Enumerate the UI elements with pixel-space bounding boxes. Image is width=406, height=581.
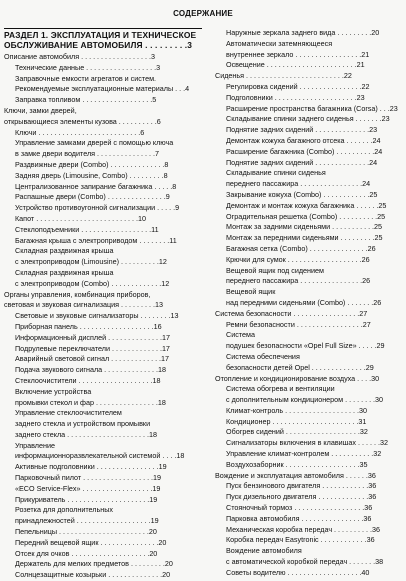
toc-entry: Управление замками дверей с помощью ключа (15, 138, 174, 148)
toc-entry: Централизованное запирание багажника . . . . .8 (15, 181, 177, 191)
section-heading-line-2: ОБСЛУЖИВАНИЕ АВТОМОБИЛЯ . . . . . . . . .3 (4, 39, 193, 50)
toc-entry: Складывание спинки заднего сиденья . . . . . . .23 (226, 114, 390, 124)
toc-entry: Расширение пространства багажника (Corsa) . . .23 (226, 103, 398, 113)
toc-entry: Система (226, 330, 255, 340)
toc-entry: Автоматически затемняющееся (226, 38, 333, 48)
toc-entry: Складная раздвижная крыша (15, 267, 114, 277)
toc-entry: Вождение автомобиля (226, 546, 302, 556)
toc-entry: Подголовники . . . . . . . . . . . . . . . . . . . . .23 (226, 92, 365, 102)
toc-entry: с электроприводом (Combo) . . . . . . . . . . . . .12 (15, 278, 170, 288)
toc-entry: Световые и звуковые сигнализаторы . . . . . . . .13 (15, 311, 179, 321)
toc-entry: Солнцезащитные козырьки . . . . . . . . . . . . . .20 (15, 570, 171, 580)
toc-left-entries (4, 52, 202, 581)
toc-entry: Вещевой ящик под сидением (226, 265, 324, 275)
toc-entry: промывки стекол и фар . . . . . . . . . . . . . . . .18 (15, 397, 166, 407)
toc-entry: принадлежностей . . . . . . . . . . . . . . . . . . .19 (15, 516, 159, 526)
toc-entry: безопасности детей Opel . . . . . . . . . . . . . .29 (226, 362, 374, 372)
toc-entry: Освещение . . . . . . . . . . . . . . . . . . . . . . .21 (226, 60, 365, 70)
toc-entry: Передний вещевой ящик . . . . . . . . . . . . . . .20 (15, 537, 167, 547)
toc-entry: в замке двери водителя . . . . . . . . . . . . . . .7 (15, 149, 159, 159)
toc-entry: Пепельницы . . . . . . . . . . . . . . . . . . . . . . .20 (15, 527, 157, 537)
toc-entry: Регулировка сидений . . . . . . . . . . . . . . . .22 (226, 81, 370, 91)
toc-left-column (4, 28, 202, 581)
toc-entry: Стеклоподъемники . . . . . . . . . . . . . . . . . .11 (15, 224, 159, 234)
toc-entry: Отсек для очков . . . . . . . . . . . . . . . . . . . .20 (15, 548, 158, 558)
toc-entry: Приборная панель . . . . . . . . . . . . . . . . . . .16 (15, 321, 162, 331)
toc-entry: Держатель для мелких предметов . . . . . . . . .20 (15, 559, 173, 569)
toc-entry: Сигнализаторы включения в клавишах . . . . . .32 (226, 438, 388, 448)
toc-entry: Обогрев сидений . . . . . . . . . . . . . . . . . . .32 (226, 427, 368, 437)
toc-entry: Ремни безопасности . . . . . . . . . . . . . . . . .27 (226, 319, 371, 329)
toc-entry: подушек безопасности «Opel Full Size» . . . . .29 (226, 341, 385, 351)
toc-entry-heading: Описание автомобиля . . . . . . . . . . . . . . . . . .3 (4, 52, 155, 61)
toc-entry: с автоматической коробкой передач . . . . . . .38 (226, 557, 384, 567)
toc-entry: Стояночный тормоз . . . . . . . . . . . . . . . . . .36 (226, 503, 373, 513)
toc-entry: Подрулевые переключатели . . . . . . . . . . . . .17 (15, 343, 170, 353)
toc-entry-heading: Система безопасности . . . . . . . . . . . . . . . . .27 (215, 308, 368, 318)
toc-entry: Аварийный световой сигнал . . . . . . . . . . . . .17 (15, 354, 170, 364)
toc-entry: Вещевой ящик (226, 287, 276, 297)
toc-entry-heading: Органы управления, комбинация приборов, (4, 289, 151, 299)
toc-entry: Подача звукового сигнала . . . . . . . . . . . . . .18 (15, 365, 167, 375)
toc-entry: Розетка для дополнительных (15, 505, 113, 515)
toc-entry: Распашные двери (Combo) . . . . . . . . . . . . . . .9 (15, 192, 170, 202)
toc-entry: Рекомендуемые эксплуатационные материалы . . .4 (15, 84, 190, 94)
toc-entry: переднего пассажира . . . . . . . . . . . . . . . .24 (226, 179, 371, 189)
toc-entry: Устройство противоугонной сигнализации . . . . .9 (15, 203, 180, 213)
toc-entry: Раздвижные двери (Combo) . . . . . . . . . . . . . .8 (15, 159, 169, 169)
toc-entry: Демонтаж кожуха багажного отсека . . . . . . .24 (226, 135, 381, 145)
toc-entry: Система обеспечения (226, 351, 300, 361)
section-heading (4, 28, 202, 50)
toc-entry-heading: Отопление и кондиционирование воздуха . . . .30 (215, 373, 380, 383)
toc-entry: Климат-контроль . . . . . . . . . . . . . . . . . . .30 (226, 405, 367, 415)
toc-entry: Включение устройства (15, 386, 92, 396)
toc-entry-heading: Сиденья . . . . . . . . . . . . . . . . . . . . . . . . .22 (215, 71, 352, 81)
toc-entry: Багажная крыша с электроприводом . . . . . . . .11 (15, 235, 177, 245)
toc-entry: Пуск дизельного двигателя . . . . . . . . . . . . .36 (226, 492, 377, 502)
toc-entry: Информационный дисплей . . . . . . . . . . . . . .17 (15, 332, 171, 342)
toc-entry-heading: Ключи, замки дверей, (4, 105, 77, 115)
toc-entry: переднего пассажира . . . . . . . . . . . . . . . .26 (226, 276, 371, 286)
toc-entry: Пуск бензинового двигателя . . . . . . . . . . . .36 (226, 481, 377, 491)
toc-right-column (215, 28, 402, 579)
toc-entry-heading: световая и звуковая сигнализация . . . . . . . . .13 (4, 300, 163, 310)
toc-entry: Активные подголовники . . . . . . . . . . . . . . . .19 (15, 462, 167, 472)
toc-entry: Советы водителю . . . . . . . . . . . . . . . . . . .40 (226, 567, 370, 577)
toc-entry: Управление климат-контролем . . . . . . . . . . .32 (226, 449, 382, 459)
toc-entry: Заправочные емкости агрегатов и систем. (15, 73, 157, 83)
toc-entry: с электроприводом (Limousine) . . . . . . . . . .12 (15, 257, 167, 267)
toc-entry: Парковочный пилот . . . . . . . . . . . . . . . . . .19 (15, 473, 162, 483)
toc-entry: Задняя дверь (Limousine, Combo) . . . . . . . . .8 (15, 170, 168, 180)
section-heading-line-1: РАЗДЕЛ 1. ЭКСПЛУАТАЦИЯ И ТЕХНИЧЕСКОЕ (4, 30, 197, 40)
toc-entry: Поднятие задних сидений . . . . . . . . . . . . . .24 (226, 157, 378, 167)
toc-entry: Поднятие задних сидений . . . . . . . . . . . . . .23 (226, 125, 378, 135)
toc-entry: Парковка автомобиля . . . . . . . . . . . . . . . .36 (226, 513, 372, 523)
toc-entry: Демонтаж и монтаж кожуха багажника . . . . . .25 (226, 200, 387, 210)
toc-entry: Управление стеклоочистителем (15, 408, 122, 418)
toc-entry: Кондиционер . . . . . . . . . . . . . . . . . . . . . .31 (226, 416, 367, 426)
toc-entry: внутреннее зеркало . . . . . . . . . . . . . . . . .21 (226, 49, 370, 59)
toc-entry: над передними сиденьями (Combo) . . . . . . .26 (226, 297, 382, 307)
toc-entry: Система обогрева и вентиляции (226, 384, 335, 394)
toc-entry: Коробка передач Easytronic . . . . . . . . . . . .36 (226, 535, 375, 545)
toc-entry: Монтаж за передними сиденьями . . . . . . . . .25 (226, 233, 383, 243)
toc-entry: Складывание спинки сиденья (226, 168, 326, 178)
toc-entry-heading: Вождение и эксплуатация автомобиля . . . . . .36 (215, 470, 376, 480)
toc-entry: Заправка топливом . . . . . . . . . . . . . . . . . .5 (15, 95, 157, 105)
toc-entry: информационноразвлекательной системой . . . .18 (15, 451, 185, 461)
toc-entry-heading: открывающиеся элементы кузова . . . . . . . . . .6 (4, 116, 161, 126)
toc-entry: Механическая коробка передач . . . . . . . . . .36 (226, 524, 380, 534)
toc-entry: Складная раздвижная крыша (15, 246, 114, 256)
toc-entry: Наружные зеркала заднего вида . . . . . . . . .20 (226, 28, 380, 37)
page-title: СОДЕРЖАНИЕ (173, 9, 233, 18)
toc-entry: Технические данные . . . . . . . . . . . . . . . . . .3 (15, 62, 161, 72)
toc-entry: Стеклоочистители . . . . . . . . . . . . . . . . . . .18 (15, 375, 161, 385)
toc-entry: Оградительная решетка (Combo) . . . . . . . . . .25 (226, 211, 386, 221)
toc-entry: Прикуриватель . . . . . . . . . . . . . . . . . . . . .19 (15, 494, 158, 504)
toc-entry: Капот . . . . . . . . . . . . . . . . . . . . . . . . . .10 (15, 213, 147, 223)
toc-entry: с дополнительным кондиционером . . . . . . . .30 (226, 395, 384, 405)
toc-entry: Крючки для сумок . . . . . . . . . . . . . . . . . . .26 (226, 254, 370, 264)
toc-entry: Расширение багажника (Combo) . . . . . . . . . .24 (226, 146, 383, 156)
toc-entry: «ECO Service-Flex» . . . . . . . . . . . . . . . . . .19 (15, 483, 161, 493)
toc-right-entries (215, 28, 402, 579)
toc-entry: Ключи . . . . . . . . . . . . . . . . . . . . . . . . . .6 (15, 127, 145, 137)
toc-entry: Управление (15, 440, 55, 450)
toc-entry: Воздухозаборник . . . . . . . . . . . . . . . . . . .35 (226, 459, 368, 469)
toc-entry: Закрывание кожуха (Combo) . . . . . . . . . . . .25 (226, 189, 378, 199)
toc-entry: заднего стекла и устройством промывки (15, 419, 151, 429)
toc-entry: Монтаж за задними сиденьями . . . . . . . . . . .25 (226, 222, 383, 232)
toc-entry: Багажная сетка (Combo) . . . . . . . . . . . . . . .26 (226, 243, 376, 253)
toc-entry: заднего стекла . . . . . . . . . . . . . . . . . . . . .18 (15, 429, 157, 439)
